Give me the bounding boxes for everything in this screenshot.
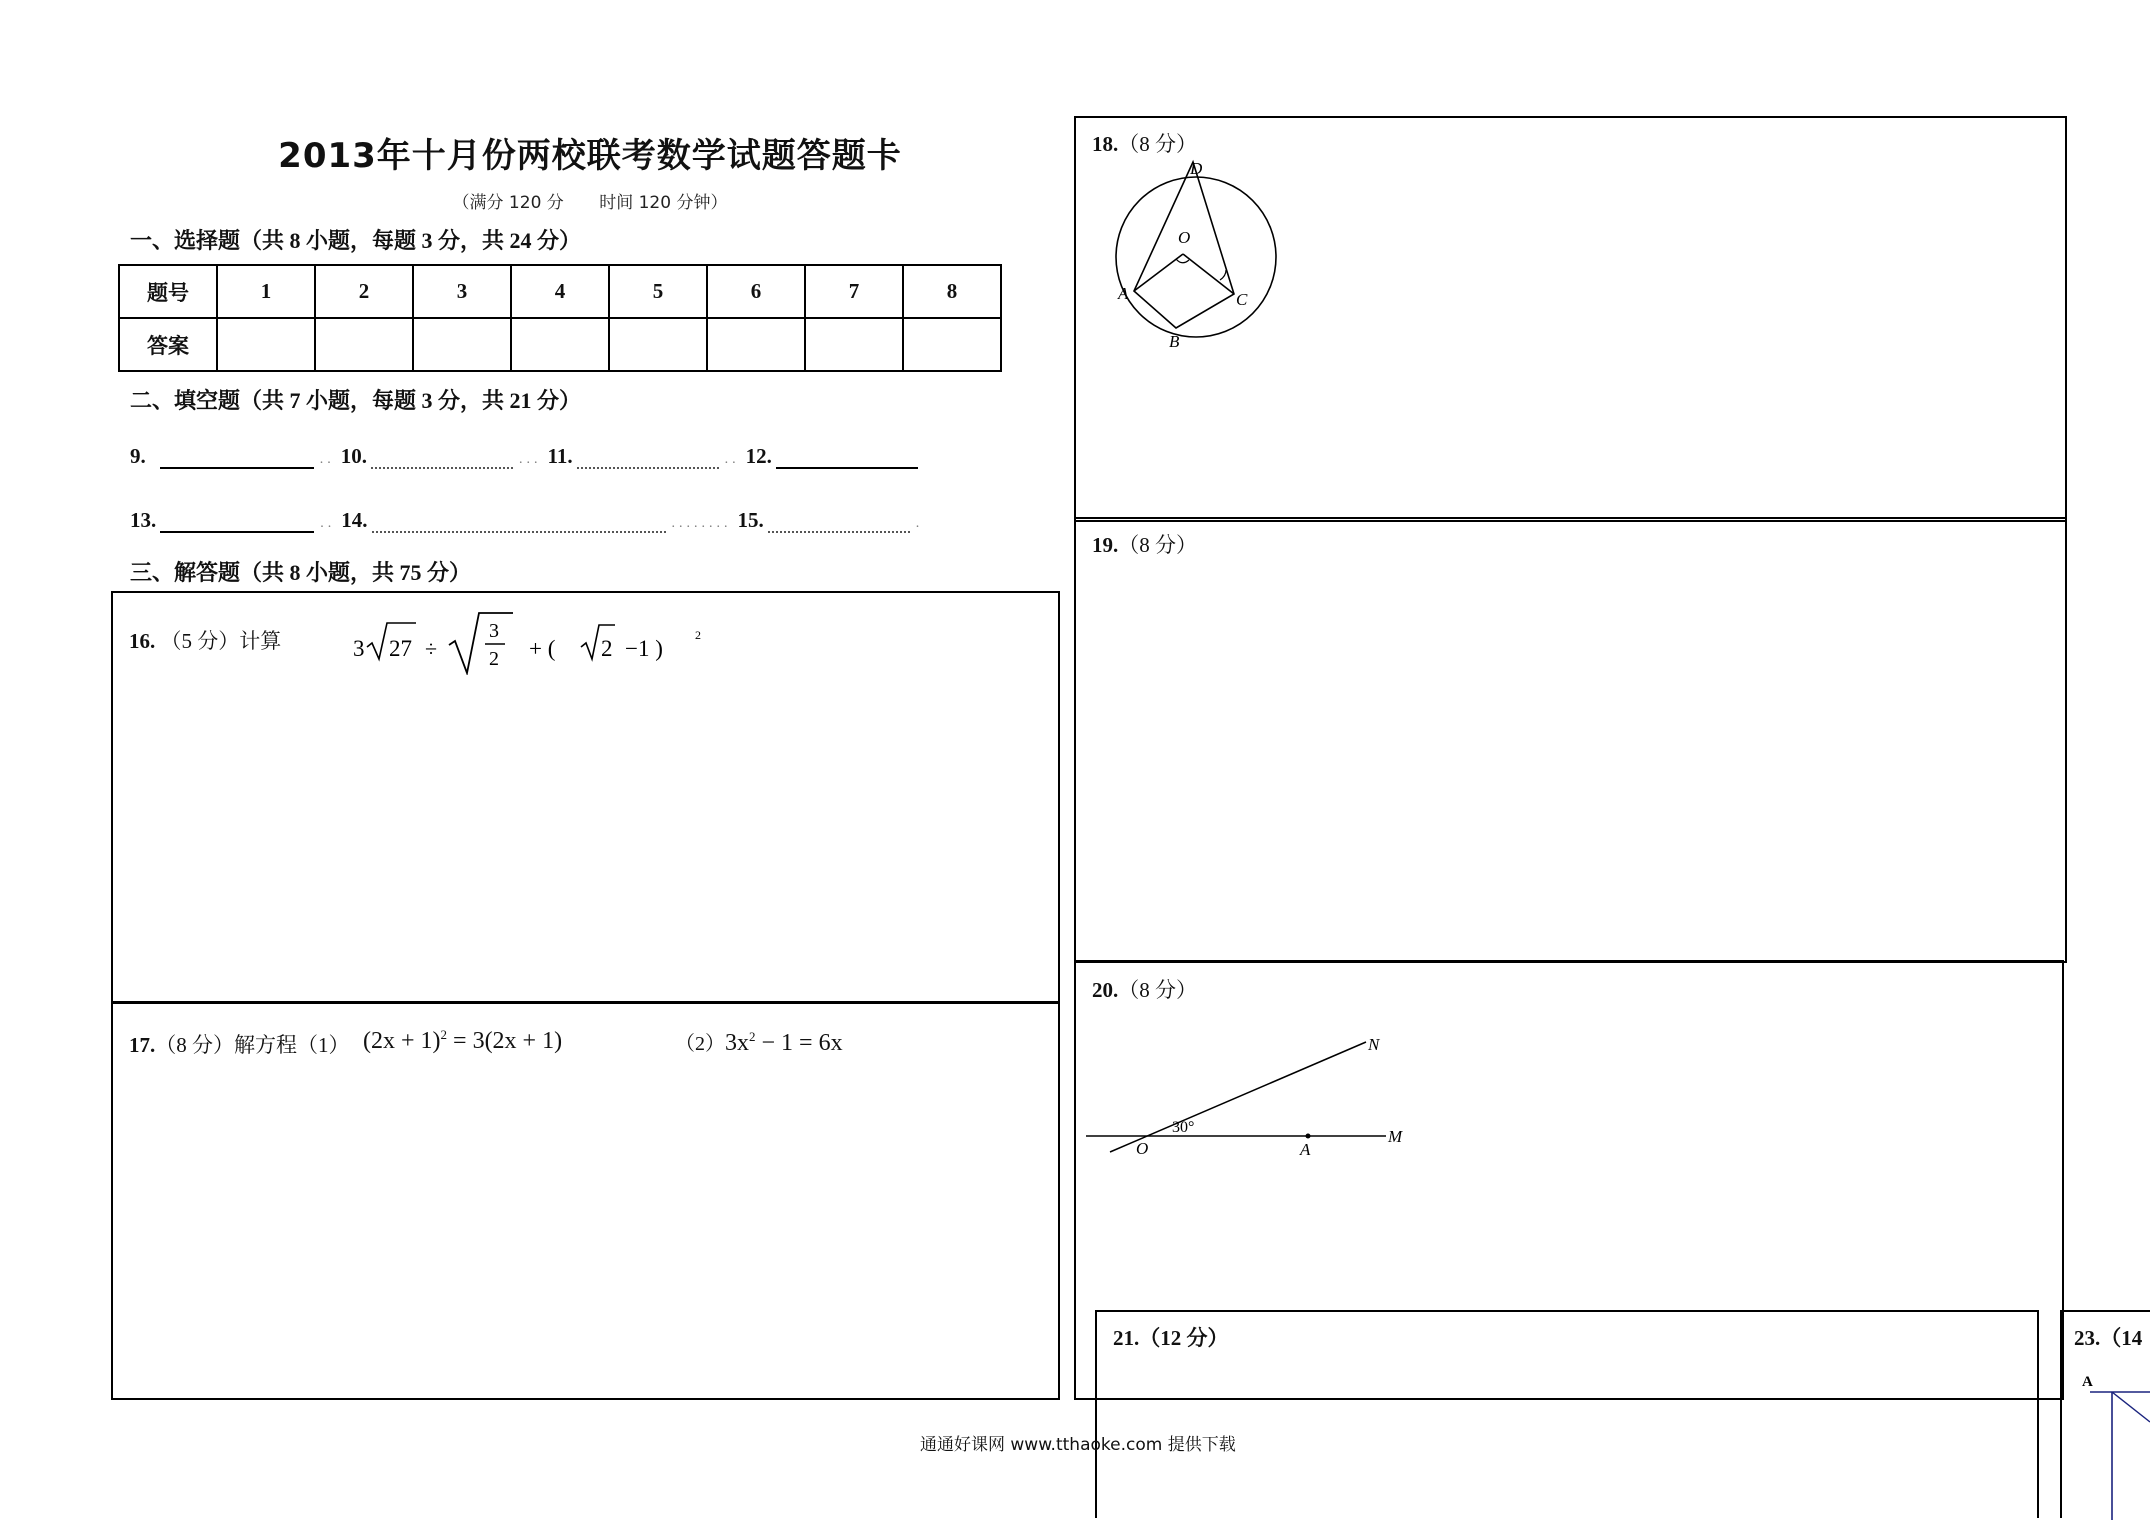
q19-number: 19. xyxy=(1092,533,1119,557)
q16-exp: 2 xyxy=(695,628,701,642)
circle xyxy=(1116,177,1276,337)
q16-plus: + ( xyxy=(529,636,556,661)
question-number: 8 xyxy=(903,265,1001,318)
q17-answer-box[interactable] xyxy=(111,1001,1060,1400)
footer-credit: 通通好课网 www.tthaoke.com 提供下载 xyxy=(920,1435,1236,1455)
q18-answer-box[interactable] xyxy=(1074,116,2067,522)
q23-answer-box[interactable] xyxy=(2060,1310,2150,1518)
eq2-left: 3x xyxy=(725,1030,749,1056)
page-title: 2013年十月份两校联考数学试题答题卡 xyxy=(278,136,902,176)
segment-ao xyxy=(1134,254,1183,291)
question-number: 7 xyxy=(805,265,903,318)
q14-blank[interactable] xyxy=(372,530,666,533)
q15-label: 15. xyxy=(737,508,764,532)
angle-mark-c xyxy=(1220,270,1226,280)
full-score: （满分 120 分 xyxy=(452,193,564,213)
row-label-answer: 答案 xyxy=(119,318,217,371)
q20-number: 20. xyxy=(1092,978,1119,1002)
question-number: 5 xyxy=(609,265,707,318)
q16-coef: 3 xyxy=(353,636,365,661)
q23-prompt xyxy=(2074,1322,2142,1352)
label-a: A xyxy=(1300,1140,1311,1159)
q16-expression xyxy=(353,603,773,675)
q18-circle-figure xyxy=(1096,158,1296,358)
leader-dots: . xyxy=(915,516,924,531)
angle-30: 30° xyxy=(1172,1119,1195,1136)
q21-prompt xyxy=(1113,1322,1229,1352)
question-number: 6 xyxy=(707,265,805,318)
q17-points: （8 分） xyxy=(155,1033,234,1057)
q12-label: 12. xyxy=(745,444,772,468)
leader-dots: ... xyxy=(519,452,542,467)
q16-instruction: 计算 xyxy=(239,629,282,653)
angle-mark-o xyxy=(1176,259,1189,263)
q17-number: 17. xyxy=(129,1033,156,1057)
q16-radicand: 27 xyxy=(389,636,412,661)
page-subtitle xyxy=(120,188,1060,213)
answer-row xyxy=(119,318,1001,371)
q21-points: （12 分） xyxy=(1139,1326,1229,1350)
answer-cell[interactable] xyxy=(707,318,805,371)
exam-time: 时间 120 分钟） xyxy=(599,193,728,213)
label-a: A xyxy=(2082,1374,2093,1390)
question-number: 1 xyxy=(217,265,315,318)
answer-cell[interactable] xyxy=(805,318,903,371)
question-number: 4 xyxy=(511,265,609,318)
q9-blank[interactable] xyxy=(160,466,314,469)
q23-figure xyxy=(2082,1370,2150,1520)
radical-sign xyxy=(449,613,513,673)
q17-prompt xyxy=(129,1029,350,1059)
eq2-right: − 1 = 6x xyxy=(761,1030,843,1056)
q9-label: 9. xyxy=(130,444,146,468)
q23-points: （14 xyxy=(2100,1326,2143,1350)
q21-number: 21. xyxy=(1113,1326,1140,1350)
multiple-choice-answer-grid xyxy=(118,264,1002,372)
q16-frac-num: 3 xyxy=(489,620,499,642)
q19-points: （8 分） xyxy=(1118,533,1197,557)
label-b: B xyxy=(1169,332,1180,351)
q18-number: 18. xyxy=(1092,132,1119,156)
q20-points: （8 分） xyxy=(1118,978,1197,1002)
q21-answer-box[interactable] xyxy=(1095,1310,2039,1518)
fill-row-1 xyxy=(130,444,918,469)
section3-heading: 三、解答题（共 8 小题，共 75 分） xyxy=(130,560,472,585)
q16-minus-one: −1 ) xyxy=(625,636,663,661)
q19-prompt xyxy=(1092,529,1197,559)
q16-answer-box[interactable] xyxy=(111,591,1060,1004)
question-number: 3 xyxy=(413,265,511,318)
q16-number: 16. xyxy=(129,629,156,653)
q23-number: 23. xyxy=(2074,1326,2101,1350)
q16-prompt xyxy=(129,625,281,655)
section2-heading: 二、填空题（共 7 小题，每题 3 分，共 21 分） xyxy=(130,388,582,413)
q17-instruction: 解方程（1） xyxy=(234,1033,350,1057)
answer-cell[interactable] xyxy=(217,318,315,371)
q10-blank[interactable] xyxy=(371,466,513,469)
answer-cell[interactable] xyxy=(511,318,609,371)
q19-answer-box[interactable] xyxy=(1074,517,2067,963)
eq1-left: (2x + 1) xyxy=(363,1028,441,1054)
q16-div: ÷ xyxy=(425,636,438,661)
q16-frac-den: 2 xyxy=(489,648,499,670)
q11-blank[interactable] xyxy=(577,466,719,469)
section1-heading: 一、选择题（共 8 小题，每题 3 分，共 24 分） xyxy=(130,228,582,253)
answer-cell[interactable] xyxy=(903,318,1001,371)
q14-label: 14. xyxy=(341,508,368,532)
q13-label: 13. xyxy=(130,508,157,532)
answer-cell[interactable] xyxy=(315,318,413,371)
q13-blank[interactable] xyxy=(160,530,314,533)
q20-angle-figure xyxy=(1086,1032,1426,1172)
label-a: A xyxy=(1118,284,1129,303)
q17-equation-2 xyxy=(675,1027,843,1057)
leader-dots: .. xyxy=(320,516,336,531)
label-d: D xyxy=(1190,159,1203,178)
fill-row-2 xyxy=(130,508,929,533)
eq1-right: = 3(2x + 1) xyxy=(453,1028,563,1054)
point-a xyxy=(1306,1134,1311,1139)
part2-label: （2） xyxy=(675,1033,725,1055)
q16-points: （5 分） xyxy=(160,629,240,653)
label-o: O xyxy=(1136,1139,1149,1158)
q16-inner-rad: 2 xyxy=(601,636,613,661)
question-number: 2 xyxy=(315,265,413,318)
leader-dots: .. xyxy=(319,452,335,467)
leader-dots: .. xyxy=(724,452,740,467)
leader-dots: ........ xyxy=(671,516,732,531)
eq2-exponent: 2 xyxy=(749,1029,756,1044)
label-n: N xyxy=(1368,1035,1380,1054)
label-o: O xyxy=(1178,228,1191,247)
q12-blank[interactable] xyxy=(776,466,918,469)
label-m: M xyxy=(1388,1127,1403,1146)
segment-oc xyxy=(1183,254,1234,294)
q11-label: 11. xyxy=(547,444,573,468)
eq1-exponent: 2 xyxy=(440,1027,448,1042)
row-label-number: 题号 xyxy=(119,265,217,318)
q10-label: 10. xyxy=(340,444,367,468)
answer-cell[interactable] xyxy=(609,318,707,371)
question-number-row xyxy=(119,265,1001,318)
q17-equation-1 xyxy=(363,1027,562,1055)
q20-prompt xyxy=(1092,974,1197,1004)
answer-cell[interactable] xyxy=(413,318,511,371)
q18-points: （8 分） xyxy=(1118,132,1197,156)
q15-blank[interactable] xyxy=(768,530,910,533)
label-c: C xyxy=(1236,290,1248,309)
q18-prompt xyxy=(1092,128,1197,158)
figure-diagonal xyxy=(2112,1392,2150,1422)
